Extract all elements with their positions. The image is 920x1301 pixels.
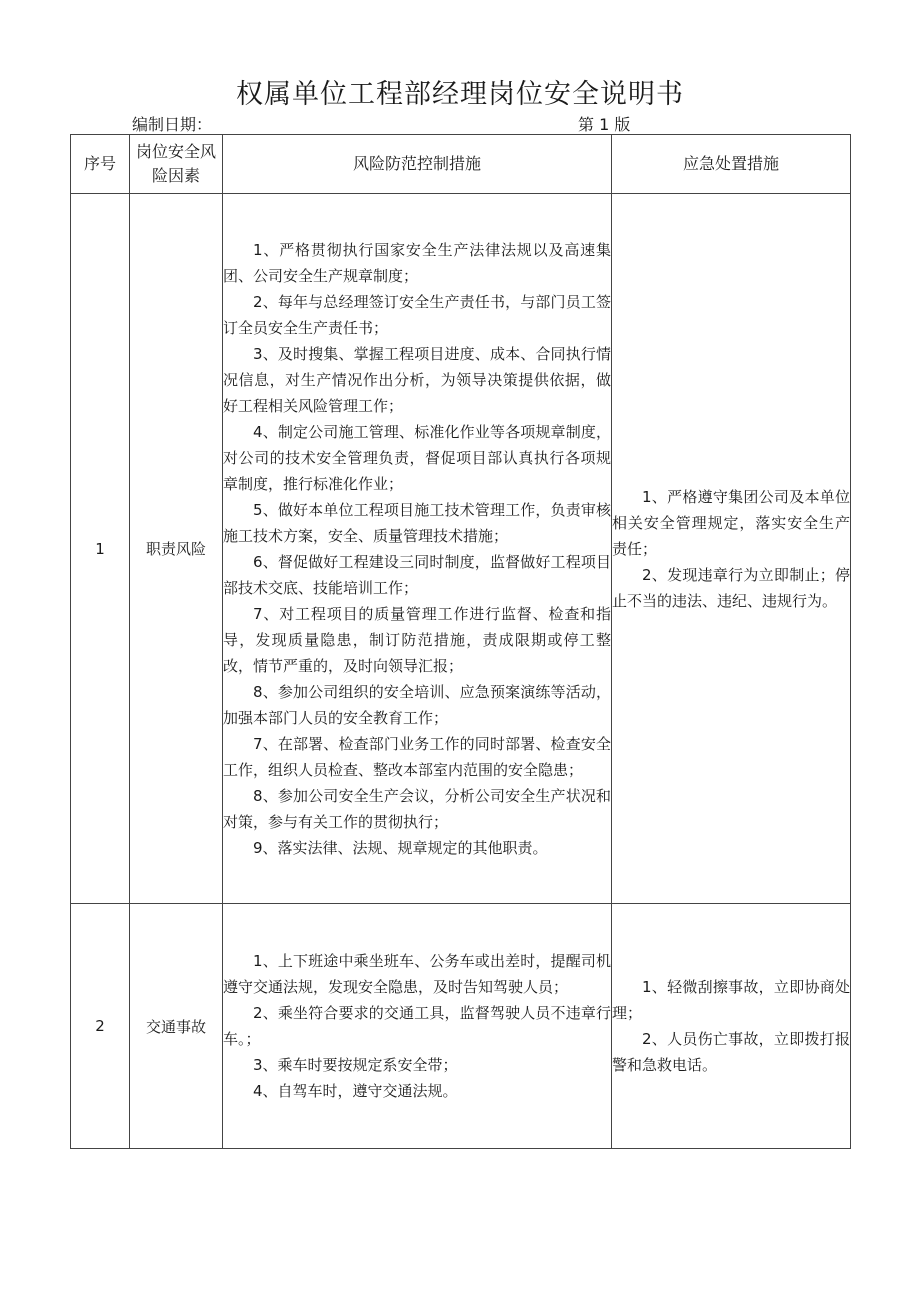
measure-item: 4、自驾车时，遵守交通法规。 [253, 1082, 458, 1100]
measure-item: 1、严格贯彻执行国家安全生产法律法规以及高速集团、公司安全生产规章制度； [223, 240, 611, 285]
header-number: 序号 [71, 135, 130, 194]
version-label: 第 1 版 [578, 115, 631, 134]
measure-item: 3、乘车时要按规定系安全带； [253, 1056, 458, 1074]
measure-item: 8、参加公司组织的安全培训、应急预案演练等活动，加强本部门人员的安全教育工作； [223, 682, 611, 727]
measure-item: 5、做好本单位工程项目施工技术管理工作，负责审核施工技术方案，安全、质量管理技术措施； [223, 500, 611, 545]
measure-item: 2、乘坐符合要求的交通工具，监督驾驶人员不违章行车。； [223, 1004, 611, 1048]
emergency-item: 2、人员伤亡事故，立即拨打报警和急救电话。 [612, 1030, 850, 1074]
control-measures [223, 904, 612, 1149]
measure-item: 7、对工程项目的质量管理工作进行监督、检查和指导，发现质量隐患，制订防范措施，责成限期或停工整改，情节严重的，及时向领导汇报； [223, 604, 611, 675]
emergency-item: 1、严格遵守集团公司及本单位相关安全管理规定，落实安全生产责任； [612, 487, 850, 558]
measure-item: 6、督促做好工程建设三同时制度，监督做好工程项目部技术交底、技能培训工作； [223, 552, 611, 597]
table-header-row [71, 135, 851, 194]
header-emergency-measures: 应急处置措施 [612, 135, 851, 194]
measure-item: 4、制定公司施工管理、标准化作业等各项规章制度，对公司的技术安全管理负责，督促项目部认真执行各项规章制度，推行标准化作业； [223, 422, 611, 493]
control-measures [223, 194, 612, 904]
row-number: 2 [71, 904, 130, 1149]
measure-item: 7、在部署、检查部门业务工作的同时部署、检查安全工作，组织人员检查、整改本部室内范围的安全隐患； [223, 734, 611, 779]
emergency-item: 1、轻微刮擦事故，立即协商处理； [612, 978, 850, 1022]
table-row [71, 904, 851, 1149]
measure-item: 9、落实法律、法规、规章规定的其他职责。 [253, 838, 548, 857]
emergency-measures [612, 194, 851, 904]
safety-instruction-table [70, 134, 851, 1149]
header-risk-factor: 岗位安全风险因素 [130, 135, 223, 194]
measure-item: 8、参加公司安全生产会议，分析公司安全生产状况和对策，参与有关工作的贯彻执行； [223, 786, 611, 831]
table-row [71, 194, 851, 904]
measure-item: 3、及时搜集、掌握工程项目进度、成本、合同执行情况信息，对生产情况作出分析，为领导决策提供依据，做好工程相关风险管理工作； [223, 344, 611, 415]
risk-factor: 交通事故 [130, 904, 223, 1149]
emergency-measures [612, 904, 851, 1149]
compile-date-label: 编制日期： [132, 115, 213, 134]
row-number: 1 [71, 194, 130, 904]
header-control-measures: 风险防范控制措施 [223, 135, 612, 194]
measure-item: 2、每年与总经理签订安全生产责任书，与部门员工签订全员安全生产责任书； [223, 292, 611, 337]
risk-factor: 职责风险 [130, 194, 223, 904]
emergency-item: 2、发现违章行为立即制止；停止不当的违法、违纪、违规行为。 [612, 565, 850, 610]
measure-item: 1、上下班途中乘坐班车、公务车或出差时，提醒司机遵守交通法规，发现安全隐患，及时告知驾驶人员； [223, 952, 611, 996]
document-title: 权属单位工程部经理岗位安全说明书 [236, 79, 684, 110]
